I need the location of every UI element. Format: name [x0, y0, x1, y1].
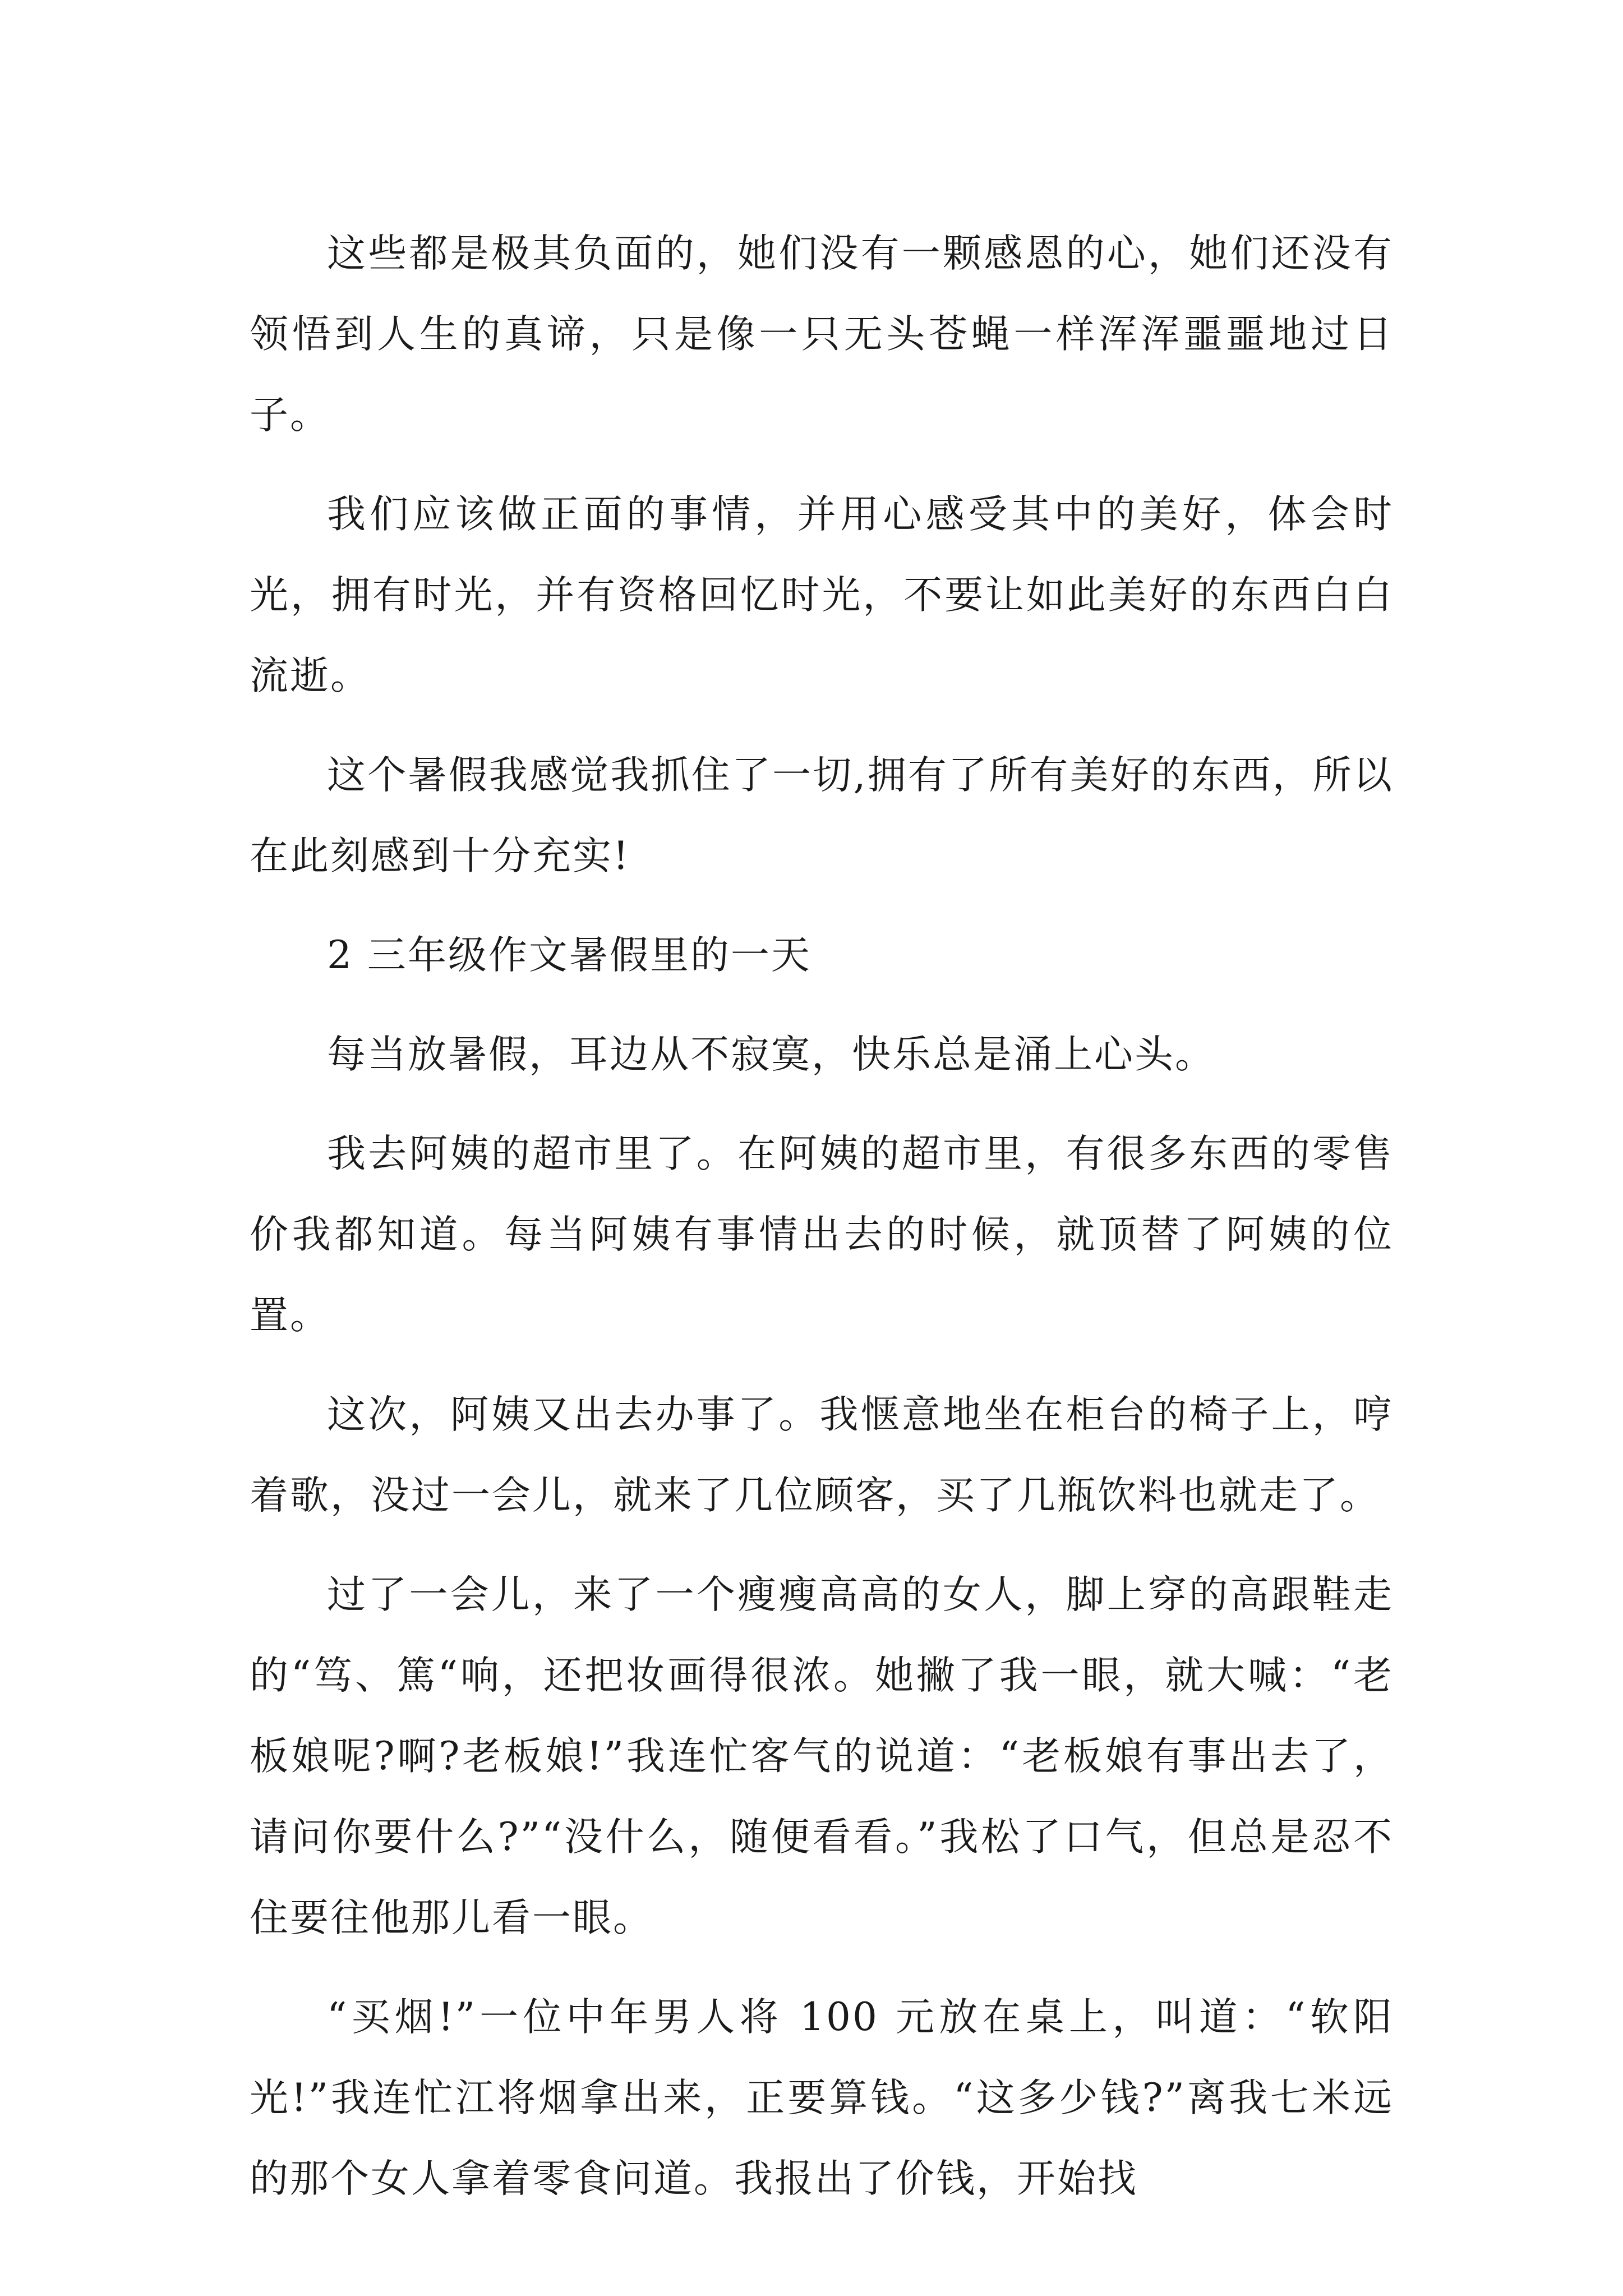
paragraph-1: 这些都是极其负面的，她们没有一颗感恩的心，她们还没有领悟到人生的真谛，只是像一只无头苍蝇一样浑浑噩噩地过日子。	[250, 231, 1394, 438]
document-page	[250, 213, 1394, 2238]
paragraph-2: 我们应该做正面的事情，并用心感受其中的美好，体会时光，拥有时光，并有资格回忆时光，不要让如此美好的东西白白流逝。	[250, 492, 1394, 698]
section-heading: 2 三年级作文暑假里的一天	[327, 933, 811, 978]
paragraph-7: 过了一会儿，来了一个瘦瘦高高的女人，脚上穿的高跟鞋走的“笃、篤“响，还把妆画得很浓。她撇了我一眼，就大喊：“老板娘呢?啊?老板娘!”我连忙客气的说道：“老板娘有事出去了，请问你要什么?”“没什么，随便看看。”我松了口气，但总是忍不住要往他那儿看一眼。	[250, 1572, 1394, 1940]
paragraph-4: 每当放暑假，耳边从不寂寞，快乐总是涌上心头。	[327, 1032, 1215, 1077]
paragraph-3: 这个暑假我感觉我抓住了一切,拥有了所有美好的东西，所以在此刻感到十分充实!	[250, 753, 1394, 878]
paragraph-6: 这次，阿姨又出去办事了。我惬意地坐在柜台的椅子上，哼着歌，没过一会儿，就来了几位顾客，买了几瓶饮料也就走了。	[250, 1392, 1394, 1518]
paragraph-8: “买烟!”一位中年男人将 100 元放在桌上，叫道：“软阳光!”我连忙江将烟拿出来，正要算钱。“这多少钱?”离我七米远的那个女人拿着零食问道。我报出了价钱，开始找	[250, 1995, 1394, 2201]
paragraph-5: 我去阿姨的超市里了。在阿姨的超市里，有很多东西的零售价我都知道。每当阿姨有事情出去的时候，就顶替了阿姨的位置。	[250, 1131, 1394, 1338]
